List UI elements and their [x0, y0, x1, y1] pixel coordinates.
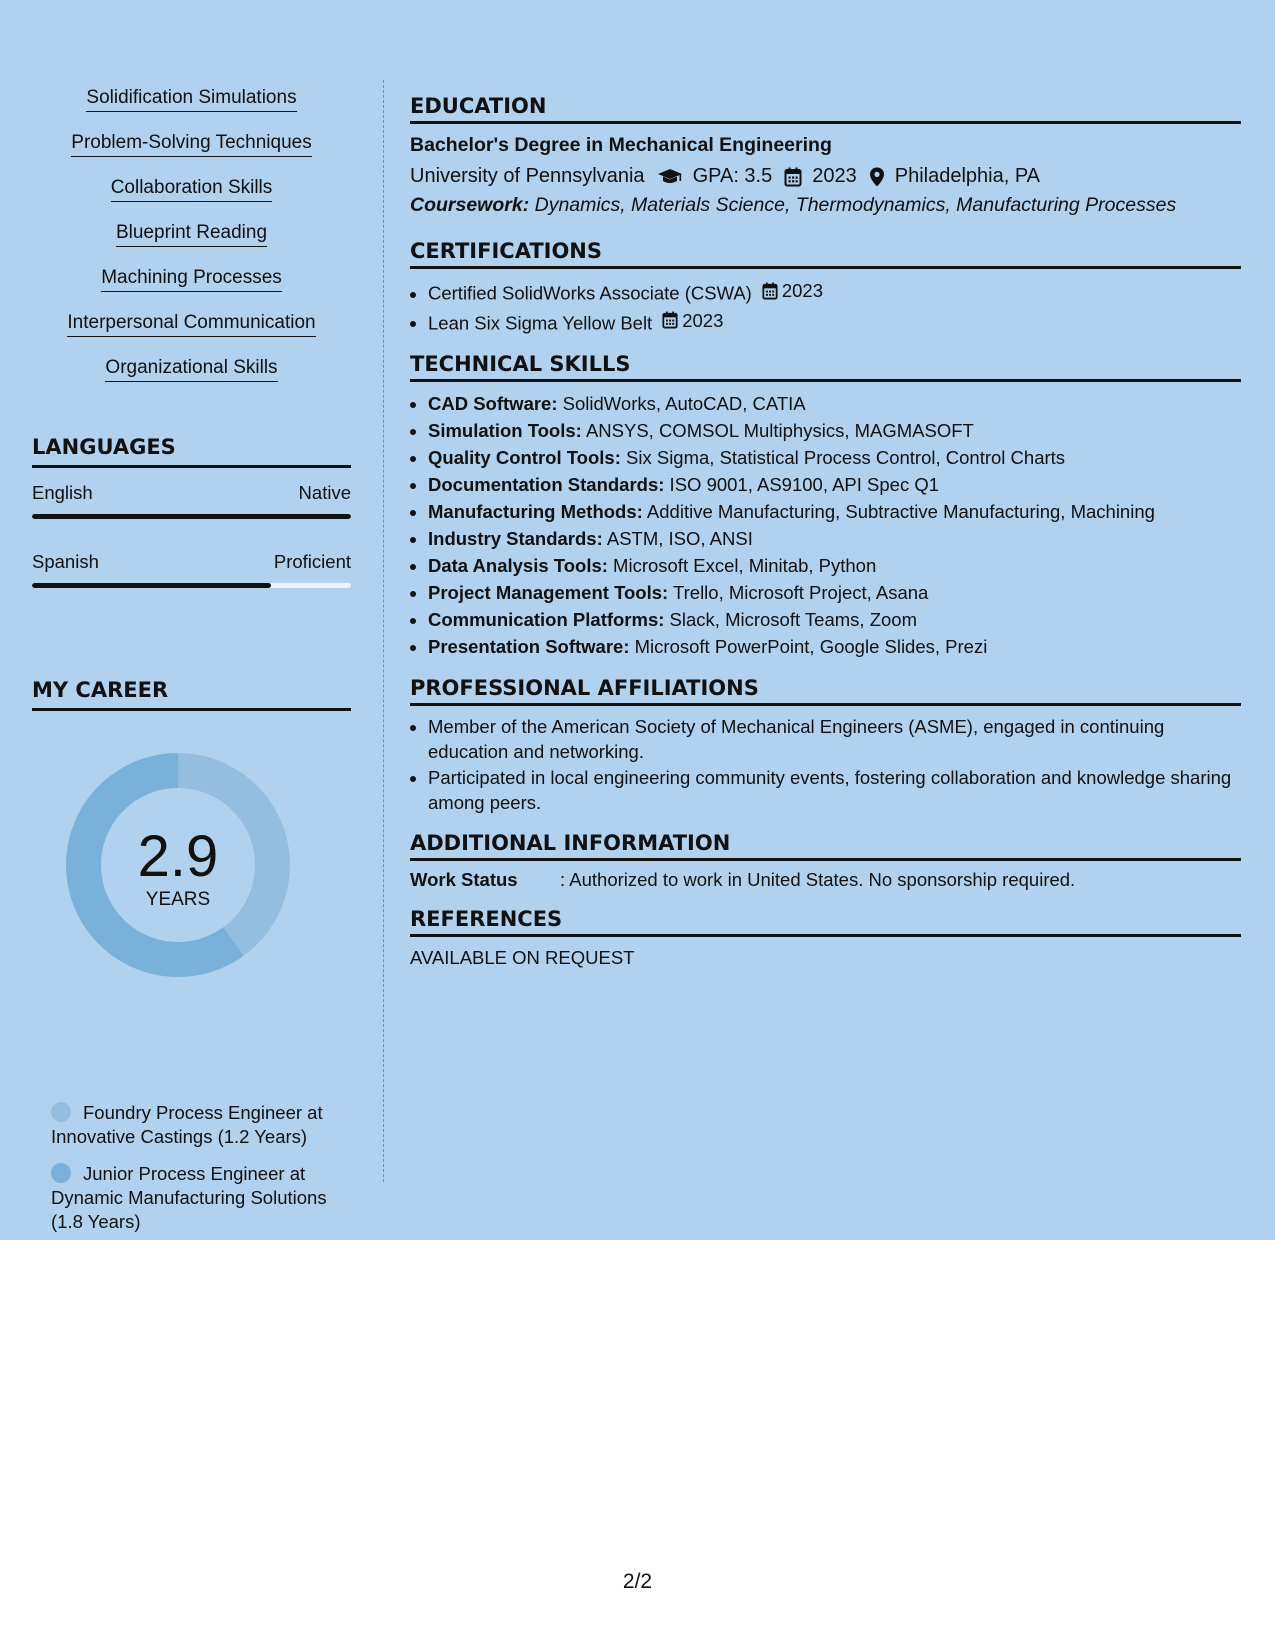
certification-date: 2023: [762, 277, 823, 304]
tech-skill-item: • Industry Standards: ASTM, ISO, ANSI: [428, 525, 1241, 552]
calendar-icon: [784, 167, 802, 187]
tech-skill-item: • CAD Software: SolidWorks, AutoCAD, CATIA: [428, 390, 1241, 417]
coursework-list: Dynamics, Materials Science, Thermodynamics, Manufacturing Processes: [529, 194, 1177, 216]
skills-list: [32, 86, 351, 401]
left-column: [32, 86, 351, 1232]
coursework-label: Coursework:: [410, 194, 530, 216]
affiliation-item: • Member of the American Society of Mechanical Engineers (ASME), engaged in continuing education and networking.: [428, 714, 1241, 764]
career-donut-chart: [66, 753, 290, 977]
legend-dot-icon: [51, 1163, 71, 1183]
right-column: [410, 94, 1241, 969]
skill-item: Problem-Solving Techniques: [32, 131, 351, 176]
skill-item: Collaboration Skills: [32, 176, 351, 221]
language-name: English: [32, 482, 93, 503]
column-divider: [383, 80, 384, 1182]
career-legend: [51, 1101, 341, 1247]
education-meta: [410, 165, 1241, 188]
calendar-icon: [662, 311, 678, 329]
tech-skill-item: • Communication Platforms: Slack, Microsoft Teams, Zoom: [428, 606, 1241, 633]
tech-skill-item: • Quality Control Tools: Six Sigma, Statistical Process Control, Control Charts: [428, 444, 1241, 471]
language-bar-fill: [32, 583, 271, 588]
language-bar: [32, 514, 351, 519]
language-row: [32, 482, 351, 504]
language-level: Proficient: [273, 551, 351, 572]
calendar-icon: [762, 282, 778, 300]
language-row: [32, 551, 351, 573]
affiliations-list: [410, 714, 1241, 815]
additional-info-heading: ADDITIONAL INFORMATION: [410, 831, 1241, 861]
tech-skill-item: • Project Management Tools: Trello, Microsoft Project, Asana: [428, 579, 1241, 606]
donut-center: [66, 753, 290, 977]
tech-skill-item: • Simulation Tools: ANSYS, COMSOL Multiphysics, MAGMASOFT: [428, 417, 1241, 444]
affiliations-heading: PROFESSIONAL AFFILIATIONS: [410, 676, 1241, 706]
certification-date: 2023: [662, 307, 723, 334]
career-total-value: 2.9: [137, 824, 219, 889]
affiliation-item: • Participated in local engineering community events, fostering collaboration and knowledge sharing among peers.: [428, 765, 1241, 815]
certifications-heading: CERTIFICATIONS: [410, 239, 1241, 269]
skill-item: Solidification Simulations: [32, 86, 351, 131]
skill-item: Machining Processes: [32, 266, 351, 311]
education-heading: EDUCATION: [410, 94, 1241, 124]
technical-skills-heading: TECHNICAL SKILLS: [410, 352, 1241, 382]
school-location: Philadelphia, PA: [894, 165, 1041, 187]
skill-item: Organizational Skills: [32, 356, 351, 401]
career-section: [32, 678, 351, 1232]
languages-heading: LANGUAGES: [32, 435, 351, 468]
tech-skill-item: • Documentation Standards: ISO 9001, AS9100, API Spec Q1: [428, 471, 1241, 498]
tech-skill-item: • Presentation Software: Microsoft PowerPoint, Google Slides, Prezi: [428, 633, 1241, 660]
certification-item: • Lean Six Sigma Yellow Belt 2023: [428, 307, 1241, 337]
language-bar: [32, 583, 351, 588]
language-bar-fill: [32, 514, 351, 519]
language-level: Native: [298, 482, 351, 503]
career-legend-item: Junior Process Engineer at Dynamic Manufacturing Solutions (1.8 Years): [51, 1163, 327, 1232]
school-name: University of Pennsylvania: [410, 165, 645, 187]
certification-item: • Certified SolidWorks Associate (CSWA) 2023: [428, 277, 1241, 307]
page-number: 2/2: [622, 1570, 653, 1593]
language-name: Spanish: [32, 551, 99, 572]
career-heading: MY CAREER: [32, 678, 351, 711]
tech-skill-item: • Manufacturing Methods: Additive Manufacturing, Subtractive Manufacturing, Machining: [428, 498, 1241, 525]
work-status-row: [410, 869, 1241, 891]
languages-section: [32, 435, 351, 588]
legend-dot-icon: [51, 1102, 71, 1122]
work-status-value: : Authorized to work in United States. No sponsorship required.: [560, 869, 1076, 890]
graduation-cap-icon: [657, 168, 683, 186]
work-status-label: Work Status: [410, 869, 518, 890]
coursework: [410, 194, 1241, 217]
graduation-year: 2023: [812, 165, 857, 187]
location-pin-icon: [869, 167, 885, 187]
references-text: AVAILABLE ON REQUEST: [410, 947, 635, 968]
degree-title: Bachelor's Degree in Mechanical Engineering: [410, 134, 832, 156]
certifications-list: [410, 277, 1241, 336]
career-total-unit: YEARS: [145, 889, 211, 910]
skill-item: Blueprint Reading: [32, 221, 351, 266]
skill-item: Interpersonal Communication: [32, 311, 351, 356]
career-legend-item: Foundry Process Engineer at Innovative Castings (1.2 Years): [51, 1102, 323, 1147]
tech-skill-item: • Data Analysis Tools: Microsoft Excel, Minitab, Python: [428, 552, 1241, 579]
technical-skills-list: [410, 390, 1241, 660]
references-heading: REFERENCES: [410, 907, 1241, 937]
gpa: GPA: 3.5: [692, 165, 773, 187]
